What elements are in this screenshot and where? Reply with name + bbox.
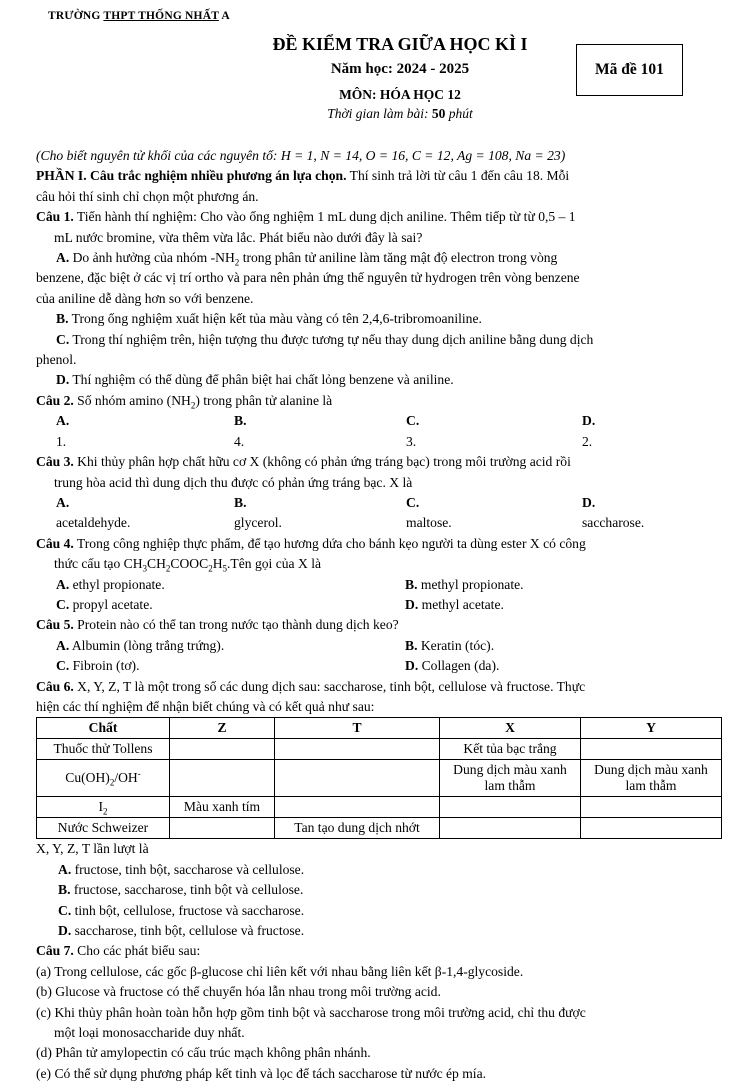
option-d (36, 370, 720, 390)
table-header: X (440, 718, 581, 739)
option-b (405, 636, 494, 656)
exam-time (215, 106, 585, 122)
option-label: D. (582, 494, 596, 510)
exam-code-box: Mã đề 101 (576, 44, 683, 96)
option-a (56, 493, 234, 534)
option-text: 1. (56, 433, 67, 449)
option-text: propyl acetate. (69, 596, 153, 612)
option-c (406, 411, 582, 452)
option-label: D. (405, 658, 419, 674)
question-stem: X, Y, Z, T là một trong số các dung dịch sau: saccharose, tinh bột, cellulose và fructose. Thực (73, 678, 586, 694)
option-text: Albumin (lòng trắng trứng). (69, 637, 225, 653)
option-c (56, 595, 405, 615)
question-label: Câu 7. (36, 943, 74, 959)
table-cell: Màu xanh tím (170, 797, 275, 818)
statement-d: (d) Phân tử amylopectin có cấu trúc mạch không phân nhánh. (36, 1045, 371, 1061)
table-header: Z (170, 718, 275, 739)
option-label: A. (56, 637, 70, 653)
option-d (582, 493, 644, 534)
question-stem: Khi thủy phân hợp chất hữu cơ X (không có phản ứng tráng bạc) trong môi trường acid rồi (73, 454, 571, 470)
option-a (56, 636, 405, 656)
subject: MÔN: HÓA HỌC 12 (339, 87, 461, 102)
option-label: C. (406, 494, 420, 510)
option-label: C. (56, 331, 70, 347)
option-b (405, 575, 524, 595)
option-label: C. (406, 413, 420, 429)
table-cell (581, 818, 722, 839)
school-prefix: TRƯỜNG (48, 10, 104, 22)
question-label: Câu 6. (36, 678, 74, 694)
options-row (36, 411, 720, 452)
subscript: 2 (103, 807, 108, 818)
question-label: Câu 3. (36, 454, 74, 470)
question-6-after: X, Y, Z, T lần lượt là (36, 841, 149, 857)
question-1 (36, 207, 720, 227)
option-c-cont: phenol. (36, 352, 77, 368)
options-row (36, 636, 720, 656)
table-cell (170, 818, 275, 839)
table-cell (581, 797, 722, 818)
table-cell (37, 760, 170, 797)
formula-part: CH (147, 556, 166, 572)
question-2 (36, 391, 720, 411)
option-d (582, 411, 595, 452)
option-label: B. (234, 413, 247, 429)
subscript: 2 (190, 400, 196, 411)
option-text: Keratin (tóc). (417, 637, 495, 653)
table-row (37, 739, 722, 760)
table-cell (170, 739, 275, 760)
option-a (56, 575, 405, 595)
option-text: fructose, tinh bột, saccharose và cellulose. (71, 861, 305, 877)
option-text: Trong ống nghiệm xuất hiện kết tủa màu vàng có tên 2,4,6-tribromoaniline. (68, 311, 482, 327)
option-label: B. (405, 576, 418, 592)
table-cell: Tan tạo dung dịch nhớt (275, 818, 440, 839)
option-c (36, 330, 720, 350)
option-text: Do ảnh hưởng của nhóm -NH (69, 250, 235, 266)
question-label: Câu 2. (36, 392, 74, 408)
school-suffix: A (218, 10, 230, 22)
question-3 (36, 452, 720, 472)
option-a (36, 860, 720, 880)
option-text: trong phân tử aniline làm tăng mật độ electron trong vòng (239, 250, 558, 266)
option-label: A. (56, 576, 70, 592)
statement-b: (b) Glucose và fructose có thể chuyển hóa lẫn nhau trong môi trường acid. (36, 984, 441, 1000)
table-header-row (37, 718, 722, 739)
question-4 (36, 534, 720, 554)
question-stem-cont: hiện các thí nghiệm để nhận biết chúng và có kết quả như sau: (36, 698, 375, 714)
option-c (406, 493, 582, 534)
question-5 (36, 615, 720, 635)
statement-c-cont: một loại monosaccharide duy nhất. (54, 1025, 245, 1041)
table-row (37, 818, 722, 839)
formula-part: thức cấu tạo CH (54, 556, 143, 572)
table-header: Chất (37, 718, 170, 739)
statement-c: (c) Khi thủy phân hoàn toàn hỗn hợp gồm tinh bột và saccharose trong môi trường acid, chỉ thu được (36, 1004, 586, 1020)
option-text: maltose. (406, 515, 452, 531)
option-text: tinh bột, cellulose, fructose và saccharose. (71, 902, 305, 918)
subscript: 5 (222, 563, 228, 574)
formula-part: .Tên gọi của X là (227, 556, 322, 572)
option-label: B. (56, 311, 69, 327)
superscript: - (137, 768, 141, 779)
option-d (36, 921, 720, 941)
table-cell (275, 760, 440, 797)
school-name (48, 10, 230, 22)
subscript: 2 (208, 563, 213, 574)
question-stem: Số nhóm amino (NH (73, 392, 191, 408)
table-cell (581, 739, 722, 760)
table-cell (440, 797, 581, 818)
option-a-cont: của aniline dễ dàng hơn so với benzene. (36, 290, 254, 306)
subscript: 3 (142, 563, 148, 574)
options-row (36, 575, 720, 595)
option-text: Thí nghiệm có thể dùng để phân biệt hai chất lỏng benzene và aniline. (69, 372, 454, 388)
option-text: 3. (406, 433, 417, 449)
option-label: D. (582, 413, 596, 429)
option-b (36, 309, 720, 329)
option-text: Collagen (da). (418, 658, 500, 674)
part1-instruction-2: câu hỏi thí sinh chỉ chọn một phương án. (36, 188, 259, 204)
table-cell (275, 797, 440, 818)
question-label: Câu 5. (36, 617, 74, 633)
option-text: methyl acetate. (418, 596, 504, 612)
option-label: C. (56, 658, 70, 674)
school-name-underlined: THPT THỐNG NHẤT (103, 10, 219, 22)
table-header: Y (581, 718, 722, 739)
atomic-mass-note: (Cho biết nguyên tử khối của các nguyên tố: H = 1, N = 14, O = 16, C = 12, Ag = 108, Na = 23) (36, 148, 566, 163)
question-stem-cont: trung hòa acid thì dung dịch thu được có phản ứng tráng bạc. X là (54, 474, 413, 490)
option-label: D. (56, 372, 70, 388)
question-stem: Cho các phát biểu sau: (73, 943, 201, 959)
time-unit: phút (445, 106, 473, 121)
table-cell: Thuốc thử Tollens (37, 739, 170, 760)
reagent-text: /OH (114, 770, 138, 786)
option-d (405, 656, 499, 676)
option-label: C. (56, 596, 70, 612)
table-header: T (275, 718, 440, 739)
question-stem: ) trong phân tử alanine là (195, 392, 333, 408)
question-stem-cont: mL nước bromine, vừa thêm vừa lắc. Phát biểu nào dưới đây là sai? (54, 229, 423, 245)
option-b (36, 880, 720, 900)
table-cell (275, 739, 440, 760)
exam-header (215, 34, 585, 122)
option-b (234, 411, 406, 452)
table-cell (440, 818, 581, 839)
option-text: fructose, saccharose, tinh bột và cellulose. (70, 882, 304, 898)
option-text: ethyl propionate. (69, 576, 165, 592)
options-row (36, 595, 720, 615)
option-text: saccharose, tinh bột, cellulose và fructose. (71, 923, 305, 938)
subscript: 2 (109, 778, 115, 789)
table-cell: Nước Schweizer (37, 818, 170, 839)
options-row (36, 656, 720, 676)
option-text: Trong thí nghiệm trên, hiện tượng thu được tương tự nếu thay dung dịch aniline bằng dung dịch (69, 331, 594, 347)
table-cell: Kết tủa bạc trắng (440, 739, 581, 760)
option-label: A. (56, 413, 70, 429)
option-label: A. (56, 494, 70, 510)
question-stem: Trong công nghiệp thực phẩm, để tạo hương dứa cho bánh kẹo người ta dùng ester X có công (73, 535, 586, 551)
time-label: Thời gian làm bài: (327, 106, 432, 121)
option-b (234, 493, 406, 534)
reagent-table (36, 717, 722, 839)
statement-e: (e) Có thể sử dụng phương pháp kết tinh và lọc để tách saccharose từ nước ép mía. (36, 1065, 487, 1081)
time-value: 50 (431, 106, 446, 121)
option-label: A. (56, 250, 70, 266)
option-label: B. (58, 882, 71, 898)
option-text: 2. (582, 433, 593, 449)
subscript: 2 (165, 563, 171, 574)
option-a (36, 248, 720, 268)
reagent-text: Cu(OH) (65, 770, 110, 786)
table-cell: Dung dịch màu xanh lam thẫm (440, 760, 581, 797)
option-label: D. (58, 923, 72, 938)
formula-part: COOC (170, 556, 209, 572)
formula-part: H (212, 556, 223, 572)
subscript: 2 (234, 257, 240, 268)
option-a (56, 411, 234, 452)
options-row (36, 493, 720, 534)
option-text: glycerol. (234, 515, 282, 531)
part1-instruction-1: Thí sinh trả lời từ câu 1 đến câu 18. Mỗi (346, 168, 570, 184)
exam-content (36, 146, 720, 1084)
question-label: Câu 4. (36, 535, 74, 551)
option-a-cont: benzene, đặc biệt ở các vị trí ortho và para nên phản ứng thế nguyên tử hydrogen trên vòng benzene (36, 270, 580, 286)
option-label: C. (58, 902, 72, 918)
question-stem-cont (36, 554, 720, 574)
statement-a: (a) Trong cellulose, các gốc β-glucose chỉ liên kết với nhau bằng liên kết β-1,4-glycoside. (36, 963, 524, 979)
table-row (37, 797, 722, 818)
table-cell (170, 760, 275, 797)
table-cell: Dung dịch màu xanh lam thẫm (581, 760, 722, 797)
option-text: Fibroin (tơ). (69, 658, 140, 674)
option-label: B. (405, 637, 418, 653)
option-text: methyl propionate. (417, 576, 524, 592)
option-c (56, 656, 405, 676)
option-label: B. (234, 494, 247, 510)
reagent-text: I (98, 799, 104, 815)
exam-title: ĐỀ KIỂM TRA GIỮA HỌC KÌ I (272, 34, 528, 54)
part1-title: PHẦN I. Câu trắc nghiệm nhiều phương án lựa chọn. (36, 168, 347, 184)
option-text: saccharose. (582, 515, 645, 531)
school-year: Năm học: 2024 - 2025 (330, 61, 470, 77)
question-stem: Tiến hành thí nghiệm: Cho vào ống nghiệm 1 mL dung dịch aniline. Thêm tiếp từ từ 0,5 – 1 (73, 209, 576, 225)
option-text: 4. (234, 433, 245, 449)
question-label: Câu 1. (36, 209, 74, 225)
question-stem: Protein nào có thể tan trong nước tạo thành dung dịch keo? (73, 617, 399, 633)
question-7 (36, 941, 720, 961)
option-label: A. (58, 861, 72, 877)
part1-heading (36, 166, 720, 186)
question-6 (36, 677, 720, 697)
option-text: acetaldehyde. (56, 515, 131, 531)
option-d (405, 595, 504, 615)
option-label: D. (405, 596, 419, 612)
option-c (36, 901, 720, 921)
table-row (37, 760, 722, 797)
table-cell (37, 797, 170, 818)
